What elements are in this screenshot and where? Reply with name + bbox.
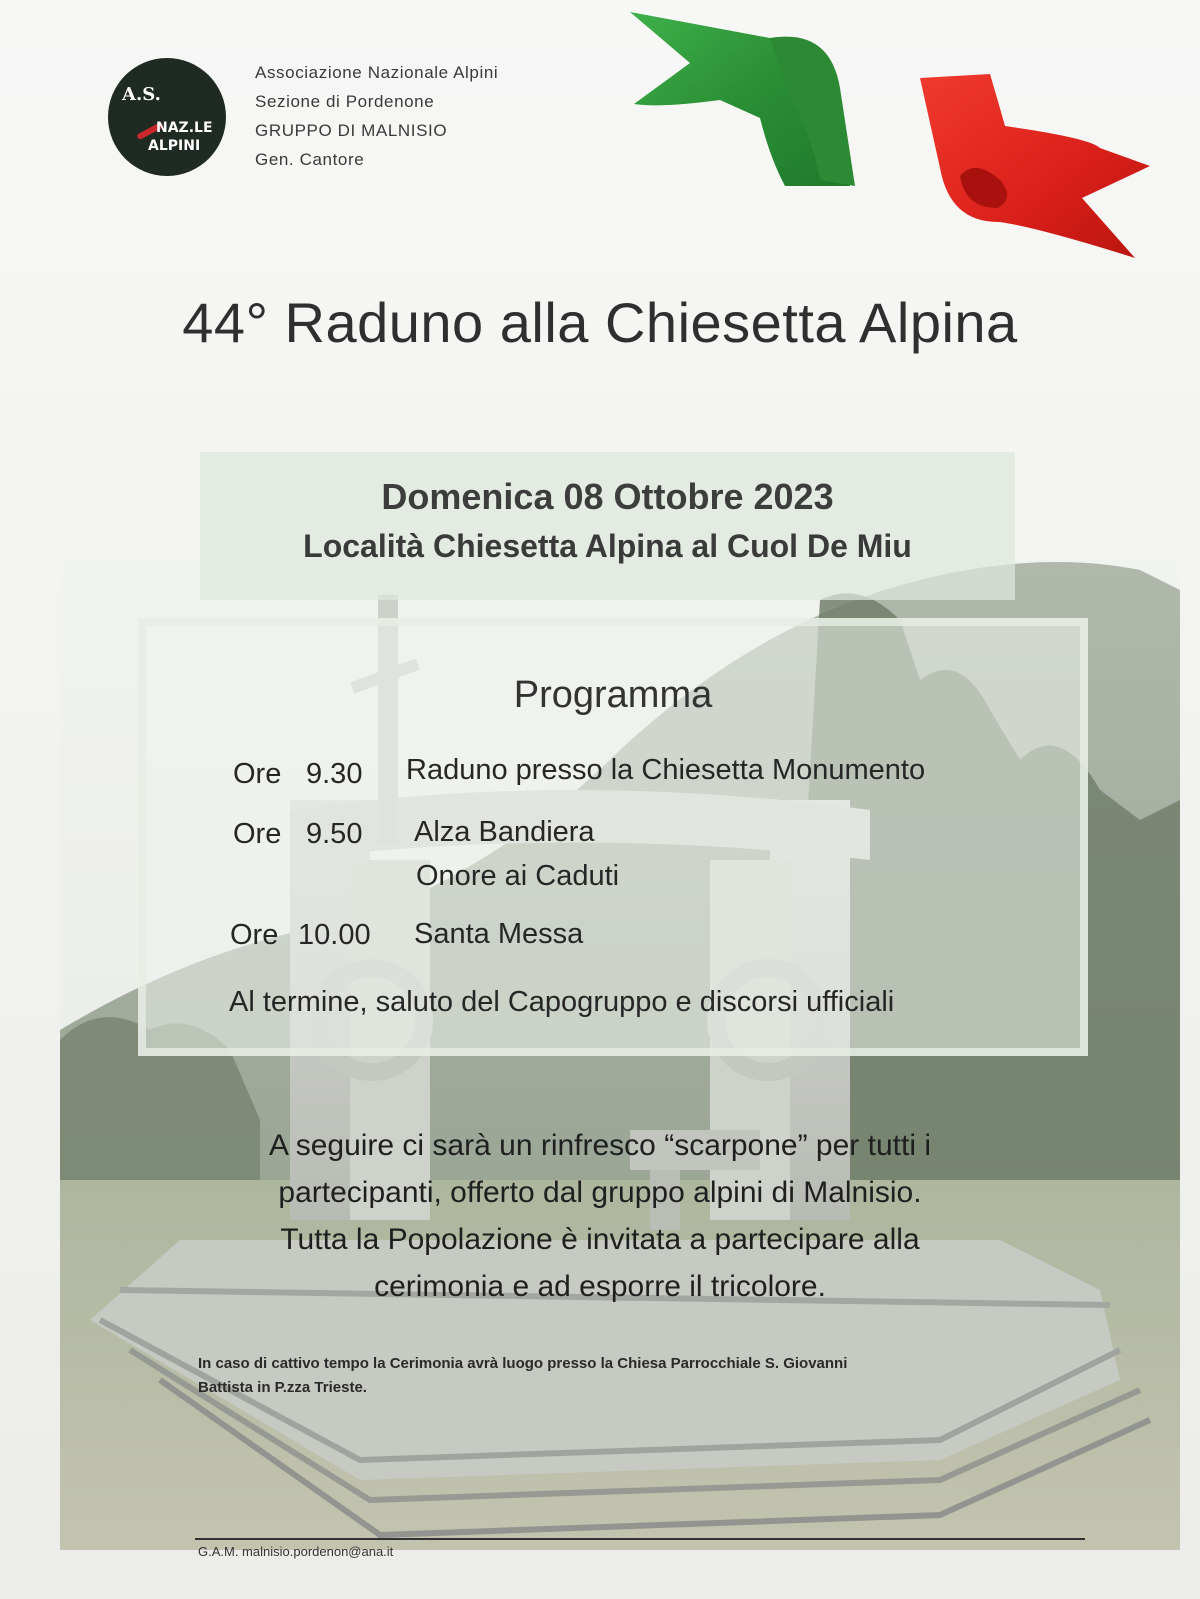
association-block — [255, 58, 498, 174]
weather-note — [198, 1352, 1028, 1400]
program-time: 9.30 — [306, 758, 363, 790]
assoc-line: Gen. Cantore — [255, 150, 365, 169]
weather-note-line: In caso di cattivo tempo la Cerimonia avrà luogo presso la Chiesa Parrocchiale S. Giovanni — [198, 1355, 848, 1372]
event-date-box — [200, 452, 1015, 600]
program-time-label: Ore — [230, 919, 279, 951]
assoc-line: GRUPPO DI MALNISIO — [255, 121, 448, 140]
page-title: 44° Raduno alla Chiesetta Alpina — [182, 291, 1018, 354]
program-time: 9.50 — [306, 818, 363, 850]
footer-divider — [195, 1538, 1085, 1540]
program-activity: Raduno presso la Chiesetta Monumento — [406, 754, 926, 786]
logo-text-3: ALPINI — [148, 138, 201, 154]
program-activity: Santa Messa — [414, 918, 584, 950]
assoc-line: Sezione di Pordenone — [255, 92, 435, 111]
logo-text-1: A.S. — [122, 84, 161, 105]
invitation-text — [0, 1122, 1200, 1310]
program-box — [138, 618, 1088, 1056]
invitation-line: partecipanti, offerto dal gruppo alpini di Malnisio. — [278, 1176, 922, 1209]
ana-logo — [108, 58, 226, 176]
footer-email: G.A.M. malnisio.pordenon@ana.it — [198, 1544, 394, 1559]
event-location: Località Chiesetta Alpina al Cuol De Miu — [303, 528, 912, 564]
program-time-label: Ore — [233, 818, 282, 850]
program-activity-2: Onore ai Caduti — [416, 860, 620, 892]
logo-text-2: NAZ.LE — [156, 120, 213, 136]
invitation-line: A seguire ci sarà un rinfresco “scarpone” per tutti i — [269, 1129, 931, 1162]
program-heading: Programma — [513, 674, 713, 716]
program-closing: Al termine, saluto del Capogruppo e discorsi ufficiali — [229, 986, 895, 1018]
program-time-label: Ore — [233, 758, 282, 790]
event-date: Domenica 08 Ottobre 2023 — [381, 476, 834, 517]
program-activity: Alza Bandiera — [414, 816, 595, 848]
weather-note-line: Battista in P.zza Trieste. — [198, 1379, 367, 1396]
italian-flag-ribbon-icon — [620, 8, 1180, 273]
invitation-line: cerimonia e ad esporre il tricolore. — [374, 1270, 826, 1303]
program-time: 10.00 — [298, 919, 371, 951]
assoc-line: Associazione Nazionale Alpini — [255, 63, 499, 82]
invitation-line: Tutta la Popolazione è invitata a partecipare alla — [280, 1223, 920, 1256]
